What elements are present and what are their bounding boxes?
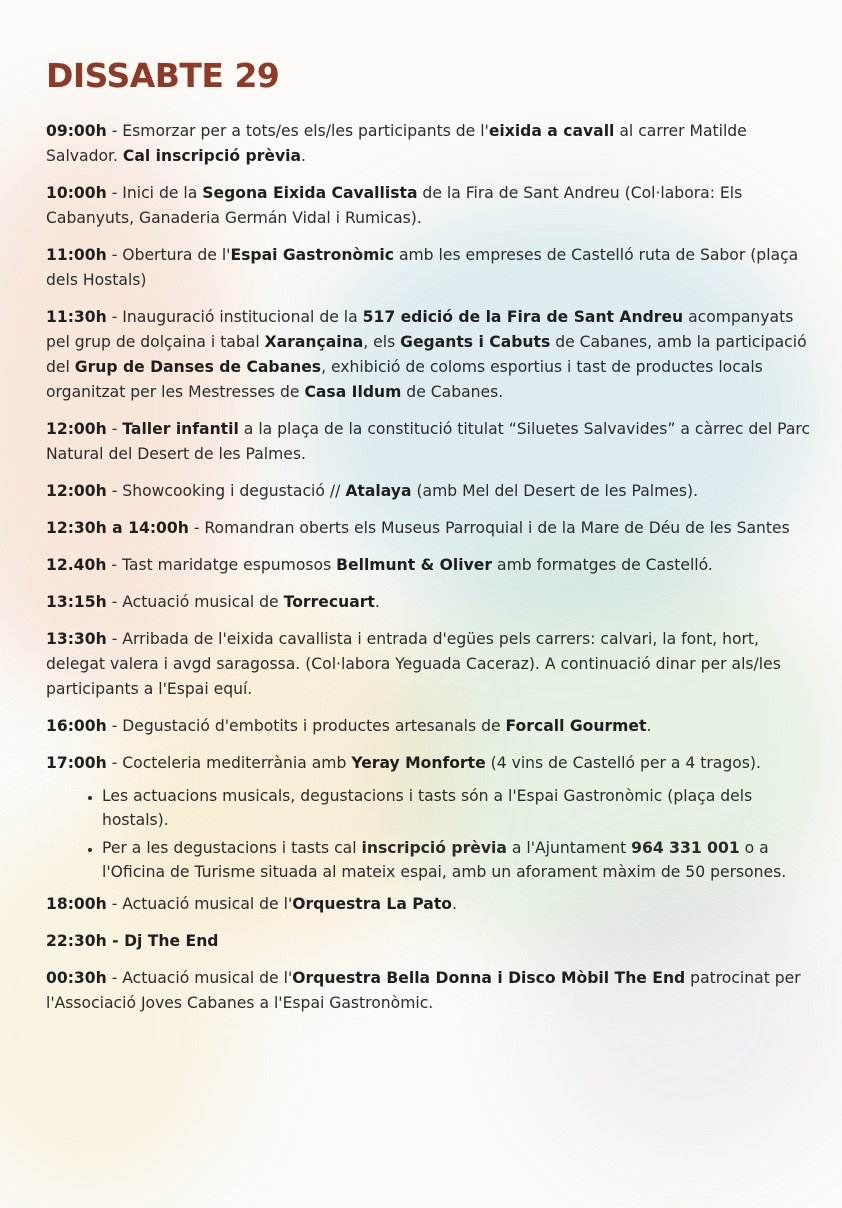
event-text: amb formatges de Castelló.: [492, 556, 713, 574]
event-time: 22:30h: [46, 932, 107, 950]
highlight-text: Xarançaina: [264, 333, 364, 351]
event-text: - Tast maridatge espumosos: [106, 556, 337, 574]
highlight-text: Grup de Danses de Cabanes: [74, 358, 322, 376]
event-time: 16:00h: [46, 717, 107, 735]
highlight-text: 964 331 001: [631, 839, 740, 857]
event-text: .: [301, 147, 306, 165]
event-text: (amb Mel del Desert de les Palmes).: [411, 482, 699, 500]
event-text: (4 vins de Castelló per a 4 tragos).: [485, 754, 761, 772]
event-text: - Actuació musical de l': [106, 969, 293, 987]
event-text: a l'Ajuntament: [506, 839, 632, 857]
highlight-text: Orquestra La Pato: [292, 895, 452, 913]
event-text: de Cabanes.: [401, 383, 504, 401]
event-text: - Romandran oberts els Museus Parroquial i de la Mare de Déu de les Santes: [188, 519, 790, 537]
highlight-text: Casa Ildum: [304, 383, 402, 401]
schedule-item: [46, 181, 811, 231]
schedule-item: [46, 966, 811, 1016]
event-time: 17:00h: [46, 754, 107, 772]
event-time: 18:00h: [46, 895, 107, 913]
event-time: 00:30h: [46, 969, 107, 987]
highlight-text: Gegants i Cabuts: [400, 333, 551, 351]
highlight-text: Taller infantil: [122, 420, 239, 438]
event-text: .: [374, 593, 380, 611]
highlight-text: Segona Eixida Cavallista: [202, 184, 418, 202]
event-text: - Esmorzar per a tots/es els/les participants de l': [106, 122, 489, 140]
event-text: - Obertura de l': [106, 246, 231, 264]
event-text: - Cocteleria mediterrània amb: [106, 754, 352, 772]
event-text: patrocinat per l'Associació Joves Cabanes a l'Espai Gastronòmic.: [46, 969, 801, 1012]
event-time: 11:30h: [46, 308, 107, 326]
schedule-item: [46, 751, 811, 776]
event-text: de la Fira de Sant Andreu (Col·labora: Els Cabanyuts, Ganaderia Germán Vidal i Rumicas).: [46, 184, 743, 227]
event-time: 12:30h a 14:00h: [46, 519, 189, 537]
highlight-text: Atalaya: [345, 482, 412, 500]
schedule-item: [46, 714, 811, 739]
event-text: - Actuació musical de: [106, 593, 284, 611]
highlight-text: 517 edició de la Fira de Sant Andreu: [362, 308, 684, 326]
highlight-text: Cal inscripció prèvia: [122, 147, 302, 165]
event-text: .: [452, 895, 457, 913]
event-text: - Actuació musical de l': [106, 895, 293, 913]
event-text: al carrer Matilde Salvador.: [46, 122, 747, 165]
event-text: Per a les degustacions i tasts cal: [102, 839, 362, 857]
highlight-text: Forcall Gourmet: [505, 717, 647, 735]
event-text: -: [106, 420, 123, 438]
highlight-text: Espai Gastronòmic: [230, 246, 394, 264]
event-text: acompanyats pel grup de dolçaina i tabal: [46, 308, 794, 351]
schedule-item: [46, 119, 811, 169]
schedule-item: [46, 516, 811, 541]
schedule-content: [46, 56, 811, 1028]
schedule-item: [46, 553, 811, 578]
event-time: 13:30h: [46, 630, 107, 648]
highlight-text: Bellmunt & Oliver: [336, 556, 493, 574]
highlight-text: inscripció prèvia: [361, 839, 507, 857]
event-text: Les actuacions musicals, degustacions i tasts són a l'Espai Gastronòmic (plaça dels hostals).: [102, 787, 753, 829]
schedule-item: [46, 627, 811, 702]
event-time: 12:00h: [46, 482, 107, 500]
event-time: 12.40h: [46, 556, 107, 574]
event-text: - Inici de la: [106, 184, 203, 202]
highlight-text: Torrecuart: [283, 593, 375, 611]
event-text: .: [646, 717, 652, 735]
highlight-text: - Dj The End: [106, 932, 219, 950]
event-list: [46, 119, 811, 776]
schedule-item: [46, 590, 811, 615]
note-item: [102, 836, 811, 884]
event-time: 13:15h: [46, 593, 107, 611]
schedule-item: [46, 305, 811, 405]
event-time: 10:00h: [46, 184, 107, 202]
note-item: [102, 784, 811, 832]
event-text: de Cabanes, amb la participació del: [46, 333, 807, 376]
late-event-list: [46, 892, 811, 1016]
event-text: a la plaça de la constitució titulat “Siluetes Salvavides” a càrrec del Parc Natural del Desert de les Palmes.: [46, 420, 811, 463]
event-text: o a l'Oficina de Turisme situada al mateix espai, amb un aforament màxim de 50 persones.: [102, 839, 787, 881]
schedule-item: [46, 929, 811, 954]
schedule-item: [46, 892, 811, 917]
event-time: 09:00h: [46, 122, 107, 140]
event-text: - Arribada de l'eixida cavallista i entrada d'egües pels carrers: calvari, la font, hort, delegat valera i avgd saragossa. (Col·labora Yeguada Caceraz). A continuació dinar per als/les participants a l'Espai equí.: [46, 630, 781, 698]
event-time: 11:00h: [46, 246, 107, 264]
schedule-item: [46, 479, 811, 504]
highlight-text: eixida a cavall: [488, 122, 615, 140]
event-text: - Degustació d'embotits i productes artesanals de: [106, 717, 506, 735]
event-time: 12:00h: [46, 420, 107, 438]
schedule-item: [46, 417, 811, 467]
event-text: , els: [363, 333, 401, 351]
schedule-item: [46, 243, 811, 293]
event-text: - Showcooking i degustació //: [106, 482, 346, 500]
event-text: - Inauguració institucional de la: [106, 308, 363, 326]
event-text: amb les empreses de Castelló ruta de Sabor (plaça dels Hostals): [46, 246, 799, 289]
event-text: , exhibició de coloms esportius i tast de productes locals organitzat per les Mestresses de: [46, 358, 763, 401]
page-title: DISSABTE 29: [46, 56, 280, 95]
highlight-text: Yeray Monforte: [351, 754, 486, 772]
notes-list: [46, 784, 811, 884]
highlight-text: Orquestra Bella Donna i Disco Mòbil The End: [292, 969, 686, 987]
